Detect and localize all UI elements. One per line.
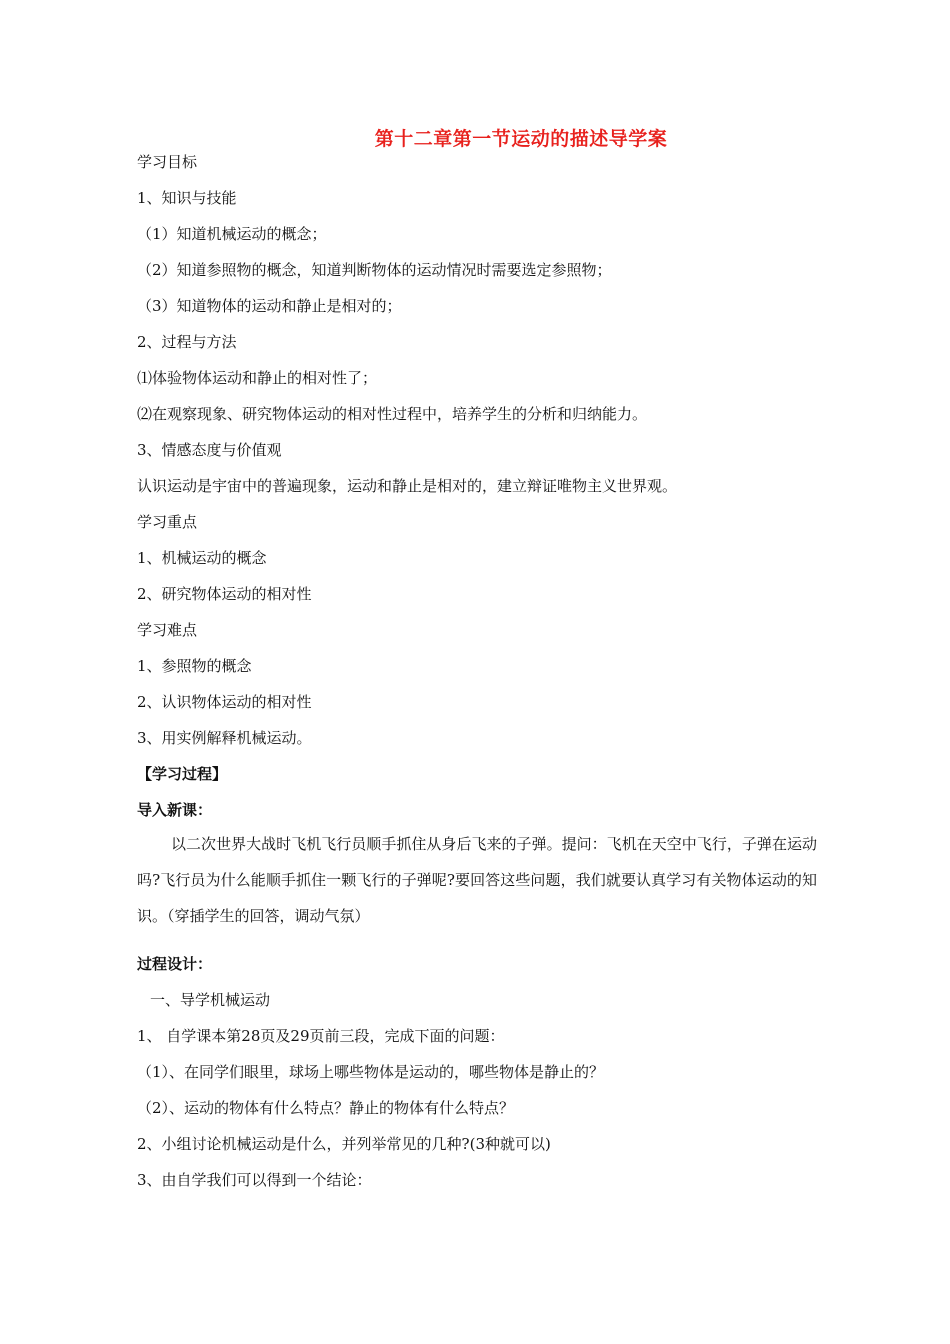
key-point-item: 1、机械运动的概念 xyxy=(137,549,267,567)
goal-item: 认识运动是宇宙中的普遍现象，运动和静止是相对的，建立辩证唯物主义世界观。 xyxy=(137,477,678,495)
section-learning-process: 【学习过程】 xyxy=(137,765,228,783)
goal-process-methods: 2、过程与方法 xyxy=(137,333,237,351)
key-point-item: 2、研究物体运动的相对性 xyxy=(137,585,312,603)
heading-key-points: 学习重点 xyxy=(137,513,198,531)
design-section-title: 一、导学机械运动 xyxy=(150,991,271,1009)
heading-process-design: 过程设计： xyxy=(137,955,213,973)
heading-difficulties: 学习难点 xyxy=(137,621,198,639)
goal-item: （2）知道参照物的概念，知道判断物体的运动情况时需要选定参照物； xyxy=(137,261,612,279)
goal-knowledge-skills: 1、知识与技能 xyxy=(137,189,237,207)
goal-item: ⑵在观察现象、研究物体运动的相对性过程中，培养学生的分析和归纳能力。 xyxy=(137,405,648,423)
heading-intro: 导入新课： xyxy=(137,801,213,819)
design-item: 2、小组讨论机械运动是什么，并列举常见的几种?(3种就可以) xyxy=(137,1135,551,1153)
design-item: 1、 自学课本第28页及29页前三段，完成下面的问题： xyxy=(137,1027,505,1045)
goal-item: ⑴体验物体运动和静止的相对性了； xyxy=(137,369,378,387)
design-item: （2）、运动的物体有什么特点？静止的物体有什么特点？ xyxy=(137,1099,515,1117)
goal-item: （3）知道物体的运动和静止是相对的； xyxy=(137,297,402,315)
difficulty-item: 1、参照物的概念 xyxy=(137,657,252,675)
design-item: （1）、在同学们眼里，球场上哪些物体是运动的，哪些物体是静止的？ xyxy=(137,1063,605,1081)
intro-paragraph: 以二次世界大战时飞机飞行员顺手抓住从身后飞来的子弹。提问：飞机在天空中飞行，子弹在运动吗?飞行员为什么能顺手抓住一颗飞行的子弹呢?要回答这些问题，我们就要认真学习有关物体运动的知识。（穿插学生的回答，调动气氛） xyxy=(137,835,817,925)
goal-item: （1）知道机械运动的概念； xyxy=(137,225,327,243)
difficulty-item: 3、用实例解释机械运动。 xyxy=(137,729,312,747)
design-item: 3、由自学我们可以得到一个结论： xyxy=(137,1171,372,1189)
goal-emotion-values: 3、情感态度与价值观 xyxy=(137,441,282,459)
difficulty-item: 2、认识物体运动的相对性 xyxy=(137,693,312,711)
heading-learning-goals: 学习目标 xyxy=(137,153,198,171)
document-title: 第十二章第一节运动的描述导学案 xyxy=(374,128,668,150)
